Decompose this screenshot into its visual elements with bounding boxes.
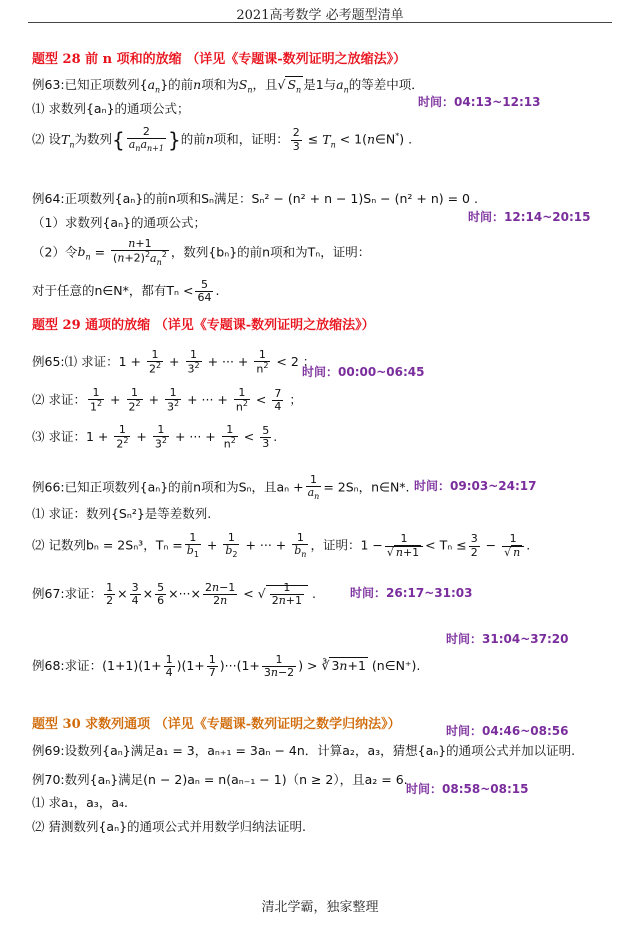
ex67-text: 求证： bbox=[64, 586, 103, 602]
ex63-stem: 例63:已知正项数列$\{a_n\}$的前n项和为$S_n$，且√ $S_n$ 是1与$a_n$的等差中项． bbox=[32, 77, 424, 95]
ex69-stem bbox=[32, 742, 575, 760]
ex63-q2-text: ⑵ 设 bbox=[32, 131, 61, 147]
ex63-text: ，且 bbox=[252, 77, 278, 92]
ex66-q2-text: ，证明：1 − bbox=[310, 537, 383, 553]
ex64-time: 时间：12:14~20:15 bbox=[468, 210, 591, 224]
ex64-q3-text: 对于任意的n∈N*，都有Tₙ < bbox=[32, 283, 194, 299]
ex64-q2-text: ，数列{bₙ}的前n项和为Tₙ，证明： bbox=[170, 244, 371, 260]
ex63-text: 的等差中项． bbox=[348, 77, 424, 92]
ex65-q1-text: ⑴ 求证： bbox=[64, 353, 119, 369]
ex68-stem: 例68:求证：(1+1)(1+ $\frac{1}{4}$ )(1+ $\frac{1}{7}$ )···(1+ $\frac{1}{3n-2}$ ) > ∛ 3n+1 (n∈N⁺). bbox=[32, 653, 421, 680]
ex70-stem bbox=[32, 771, 408, 789]
ex67-time: 时间：26:17~31:03 bbox=[350, 586, 473, 600]
ex65-q3-text: ⑶ 求证： bbox=[32, 428, 86, 444]
ex66-q1: ⑴ 求证：数列{Sₙ²}是等差数列. bbox=[32, 506, 212, 521]
ex68-label: 例68: bbox=[32, 658, 65, 674]
section-29-ref: （详见《专题课-数列证明之放缩法》） bbox=[154, 318, 375, 333]
ex64-q2-text: （2）令 bbox=[32, 244, 78, 260]
header-divider bbox=[28, 22, 612, 23]
section-28-ref: （详见《专题课-数列证明之放缩法》） bbox=[186, 52, 407, 67]
ex70-time: 时间：08:58~08:15 bbox=[406, 782, 529, 796]
ex63-text: 的前 bbox=[168, 77, 194, 92]
section-28-heading bbox=[32, 48, 406, 67]
ex64-label: 例64: bbox=[32, 191, 65, 206]
ex66-label: 例66: bbox=[32, 479, 65, 495]
ex68-text: (n∈N⁺). bbox=[371, 658, 421, 674]
section-28-title: 题型 28 前 n 项和的放缩 bbox=[32, 52, 182, 67]
section-30-ref: （详见《专题课-数列证明之数学归纳法》） bbox=[154, 717, 401, 732]
section-29-heading bbox=[32, 314, 375, 333]
ex64-text: 正项数列{aₙ}的前n项和Sₙ满足：Sₙ² − (n² + n − 1)Sₙ − (n² + n) = 0 . bbox=[64, 191, 478, 206]
ex66-text: = 2Sₙ，n∈N*. bbox=[323, 479, 410, 495]
section-30-heading bbox=[32, 713, 401, 732]
ex66-q2-text: ⑵ 记数列bₙ = 2Sₙ³，Tₙ = bbox=[32, 537, 183, 553]
ex70-text: 数列{aₙ}满足(n − 2)aₙ = n(aₙ₋₁ − 1)（n ≥ 2），且a₂ = 6. bbox=[64, 772, 408, 787]
ex63-q1: ⑴ 求数列{aₙ}的通项公式； bbox=[32, 101, 190, 116]
ex63-label: 例63: bbox=[32, 77, 65, 92]
ex66-time: 时间：09:03~24:17 bbox=[414, 479, 537, 493]
ex66-q2: ⑵ 记数列bₙ = 2Sₙ³，Tₙ = $\frac{1}{b_1}$ + $\frac{1}{b_2}$ + ··· + $\frac{1}{b_n}$ ，证明：1 − $\frac{1}{√ n+1}$ < Tₙ ≤ $\frac{3}{2}$ − $\frac{1}{√ n}$ . bbox=[32, 531, 531, 560]
ex63-q2-text: 为数列 bbox=[74, 131, 112, 147]
page-footer: 清北学霸，独家整理 bbox=[261, 900, 379, 915]
ex63-text: 是1与 bbox=[303, 77, 337, 92]
ex67-label: 例67: bbox=[32, 586, 65, 602]
ex63-q2-text: 的前 bbox=[180, 131, 206, 147]
ex65-q1: 例65:⑴ 求证：1 + $\frac{1}{2^2}$ + $\frac{1}{3^2}$ + ··· + $\frac{1}{n^2}$ < 2 ； bbox=[32, 348, 316, 376]
ex70-q2: ⑵ 猜测数列{aₙ}的通项公式并用数学归纳法证明. bbox=[32, 819, 306, 834]
section-30-title: 题型 30 求数列通项 bbox=[32, 717, 151, 732]
ex63-text: 项和为 bbox=[201, 77, 239, 92]
ex69-label: 例69: bbox=[32, 743, 65, 758]
ex64-q2: （2）令$b_n$ = $\frac{n+1}{(n+2)^2a_n^2}$ ，数列{bₙ}的前n项和为Tₙ，证明： bbox=[32, 237, 371, 267]
ex64-stem bbox=[32, 190, 478, 208]
ex63-q2: ⑵ 设$T_n$为数列{ 2 $a_na_{n+1}$ }的前n项和，证明： $\frac{2}{3}$ ≤ $T_n$ < 1(n∈N*) . bbox=[32, 125, 413, 154]
ex63-time: 时间：04:13~12:13 bbox=[418, 95, 541, 109]
ex68-time: 时间：31:04~37:20 bbox=[446, 632, 569, 646]
ex63-text: 已知正项数列 bbox=[64, 77, 140, 92]
section-29-title: 题型 29 通项的放缩 bbox=[32, 318, 151, 333]
ex65-q3: ⑶ 求证：1 + $\frac{1}{2^2}$ + $\frac{1}{3^2}$ + ··· + $\frac{1}{n^2}$ < $\frac{5}{3}$ . bbox=[32, 423, 278, 451]
ex65-time: 时间：00:00~06:45 bbox=[302, 365, 425, 379]
ex63-q2-text: 项和，证明： bbox=[213, 131, 289, 147]
page-header: 2021高考数学 必考题型清单 bbox=[236, 8, 404, 23]
ex70-q1: ⑴ 求a₁，a₃，a₄. bbox=[32, 795, 128, 810]
ex65-q2: ⑵ 求证： $\frac{1}{1^2}$ + $\frac{1}{2^2}$ + $\frac{1}{3^2}$ + ··· + $\frac{1}{n^2}$ < $\frac{7}{4}$ ； bbox=[32, 386, 302, 414]
ex65-label: 例65: bbox=[32, 353, 65, 369]
ex66-text: 已知正项数列{aₙ}的前n项和为Sₙ，且aₙ + bbox=[64, 479, 304, 495]
ex66-q2-text: < Tₙ ≤ bbox=[425, 537, 467, 553]
ex69-text: 设数列{aₙ}满足a₁ = 3，aₙ₊₁ = 3aₙ − 4n．计算a₂，a₃，猜想{aₙ}的通项公式并加以证明. bbox=[64, 743, 576, 758]
ex66-stem: 例66:已知正项数列{aₙ}的前n项和为Sₙ，且aₙ + $\frac{1}{a_n}$ = 2Sₙ，n∈N*. bbox=[32, 473, 410, 502]
ex64-q1: （1）求数列{aₙ}的通项公式； bbox=[32, 215, 206, 230]
ex70-label: 例70: bbox=[32, 772, 65, 787]
ex64-q3: 对于任意的n∈N*，都有Tₙ < $\frac{5}{64}$ . bbox=[32, 278, 220, 305]
ex68-text: 求证：(1+1) bbox=[64, 658, 139, 674]
ex65-q2-text: ⑵ 求证： bbox=[32, 391, 86, 407]
ex69-time: 时间：04:46~08:56 bbox=[446, 724, 569, 738]
ex67-stem: 例67:求证： $\frac{1}{2}$ × $\frac{3}{4}$ × $\frac{5}{6}$ ×···× $\frac{2n-1}{2n}$ < √ $\frac{1}{2n+1}$ . bbox=[32, 581, 316, 608]
